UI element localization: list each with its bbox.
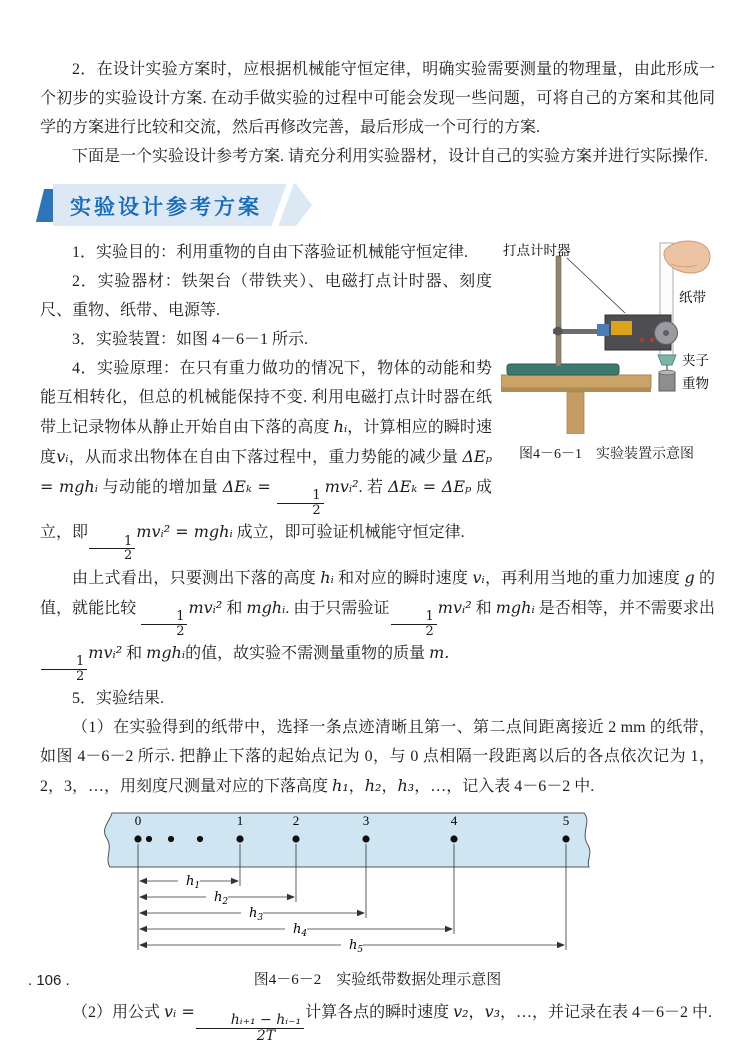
arrowhead-right [287, 893, 295, 899]
result-paragraph-1 [40, 713, 715, 801]
item4-text-2: ，计算相应的瞬时速度 [40, 419, 492, 466]
fraction-half [277, 489, 323, 517]
disc-text-2: 和对应的瞬时速度 [333, 569, 473, 587]
disc-text-10: 的值，故实验不需测量重物的质量 [185, 645, 430, 663]
fraction-half [41, 655, 87, 683]
item4-math-1: hᵢ [333, 417, 348, 436]
table-leg [567, 392, 584, 434]
arrowhead-right [557, 941, 565, 947]
r2-math-2: v₂ [453, 1001, 469, 1021]
r2-text-1: （2）用公式 [72, 1003, 165, 1021]
tape-dot-number: 1 [236, 812, 244, 828]
disc-math-4: mvᵢ² [188, 597, 223, 617]
tape-dot-number: 5 [562, 812, 570, 828]
r2-text-4: ，…，并记录在表 4－6－2 中. [500, 1003, 713, 1021]
figure2-caption: 图4－6－2 实验纸带数据处理示意图 [253, 971, 502, 988]
velocity-fraction-numerator: hᵢ₊₁ − hᵢ₋₁ [196, 1013, 304, 1029]
dimension-label: $h_3$ [249, 905, 264, 923]
r2-math-1: vᵢ = [164, 1001, 195, 1021]
weight-top [659, 370, 675, 375]
tape-clamp [658, 355, 676, 365]
arrowhead-left [139, 909, 147, 915]
apparatus-illustration [501, 238, 713, 434]
fraction-denominator: 2 [124, 548, 133, 564]
timer-terminal [649, 338, 653, 342]
tape-label: 纸带 [678, 290, 706, 305]
disc-math-3: g [684, 567, 695, 587]
timer-clamp-block [597, 324, 609, 336]
item4-math-3: ΔEₚ = mghᵢ [40, 447, 492, 496]
item4-text-7: 成立，即可验证机械能守恒定律. [232, 524, 465, 542]
tape-figure [98, 811, 715, 964]
plan-item-1: 1．实验目的：利用重物的自由下落验证机械能守恒定律. [72, 244, 469, 261]
item4-math-4a: ΔEₖ = [222, 477, 277, 496]
timer-terminal [639, 338, 643, 342]
page-number: . 106 . [28, 972, 70, 989]
plan-item-2: 2．实验器材：铁架台（带铁夹）、电磁打点计时器、刻度尺、重物、纸带、电源等. [40, 273, 492, 319]
arrowhead-right [357, 909, 365, 915]
item4-text-5: . 若 [358, 479, 389, 496]
tape-dot [197, 836, 203, 842]
r2-text-2: 计算各点的瞬时速度 [305, 1003, 454, 1021]
disc-text-5: 和 [222, 599, 247, 617]
tape-diagram [98, 811, 658, 959]
velocity-fraction-denominator: 2T [256, 1028, 276, 1045]
section-title: 实验设计参考方案 [70, 196, 262, 219]
fraction-numerator: 1 [391, 610, 437, 625]
r2-text-3: ， [468, 1003, 485, 1021]
fraction-half [391, 610, 437, 638]
fraction-numerator: 1 [277, 489, 323, 504]
item4-text-4: 与动能的增加量 [97, 479, 223, 496]
plan-text-column [40, 238, 492, 563]
tape-dot-number: 0 [134, 812, 142, 828]
apparatus-figure [492, 238, 715, 465]
arrowhead-left [139, 925, 147, 931]
tape-dot-number: 3 [362, 812, 370, 828]
section-banner [40, 184, 312, 226]
item4-math-4b: mvᵢ² [324, 477, 359, 496]
disc-text-1: 由上式看出，只要测出下落的高度 [72, 569, 321, 587]
disc-text-9: 和 [122, 645, 147, 663]
r1-math-2: h₂ [364, 775, 382, 795]
disc-text-4: 的值，就能比较 [40, 569, 715, 617]
arrowhead-left [139, 893, 147, 899]
r1-math-3: h₃ [397, 775, 415, 795]
r2-math-3: v₃ [484, 1001, 501, 1021]
tape-dot-labeled [236, 835, 243, 842]
item4-math-6: mvᵢ² = mghᵢ [136, 522, 233, 542]
result-item-5: 5．实验结果. [72, 689, 165, 707]
item4-text-6: 成立，即 [40, 479, 492, 542]
dimension-label: $h_5$ [349, 937, 364, 955]
r1-math-1: h₁ [332, 775, 349, 795]
fraction-denominator: 2 [76, 669, 85, 685]
item4-text-3: ，从而求出物体在自由下落过程中，重力势能的减少量 [68, 449, 463, 466]
velocity-fraction [196, 1013, 304, 1043]
plan-item-3: 3．实验装置：如图 4－6－1 所示. [72, 331, 309, 348]
table-top [501, 375, 651, 388]
fraction-denominator: 2 [312, 502, 321, 518]
tape-dot-labeled [450, 835, 457, 842]
item4-text-1: 4．实验原理：在只有重力做功的情况下，物体的动能和势能互相转化，但总的机械能保持不变. 利用电磁打点计时器在纸带上记录物体从静止开始自由下落的高度 [40, 360, 492, 436]
fraction-numerator: 1 [141, 610, 187, 625]
timer-label: 打点计时器 [502, 243, 570, 258]
intro-paragraph-2: 下面是一个实验设计参考方案. 请充分利用实验器材，设计自己的实验方案并进行实际操作. [72, 148, 709, 165]
clamp-knob [553, 327, 562, 336]
r1-text-1: （1）在实验得到的纸带中，选择一条点迹清晰且第一、第二点间距离接近 2 mm 的纸带，如图 4－6－2 所示. 把静止下落的起始点记为 0，与 0 点相隔一段距离以后的各点依次记为 1，2，3，…，用刻度尺测量对应的下落高度 [40, 718, 715, 795]
item4-math-5: ΔEₖ = ΔEₚ [388, 477, 472, 496]
fraction-half [141, 610, 187, 638]
disc-math-6: mvᵢ² [437, 597, 472, 617]
tape-dot-number: 4 [450, 812, 458, 828]
disc-text-6: . 由于只需验证 [285, 599, 390, 617]
tape-dot-labeled [134, 835, 141, 842]
tape-dot [146, 836, 152, 842]
disc-math-10: m. [429, 643, 450, 663]
plan-and-figure-row [40, 238, 715, 563]
tape-dot-labeled [562, 835, 569, 842]
clamp-label: 夹子 [681, 353, 709, 368]
result-paragraph-2 [40, 997, 715, 1044]
table-edge [501, 388, 651, 392]
fraction-half [89, 535, 135, 563]
stand-base [507, 364, 619, 375]
tape-dot-labeled [292, 835, 299, 842]
intro-paragraph-1: 2．在设计实验方案时，应根据机械能守恒定律，明确实验需要测量的物理量，由此形成一个初步的实验设计方案. 在动手做实验的过程中可能会发现一些问题，可将自己的方案和其他同学的方案进行比较和交流，然后再修改完善，最后形成一个可行的方案. [40, 61, 715, 136]
dimension-label: $h_1$ [186, 873, 201, 891]
arrowhead-right [231, 877, 239, 883]
arrowhead-left [139, 877, 147, 883]
disc-math-2: vᵢ [472, 567, 485, 587]
fraction-denominator: 2 [425, 623, 434, 639]
figure1-caption: 图4－6－1 实验装置示意图 [519, 447, 694, 462]
arrowhead-right [445, 925, 453, 931]
dimension-label: $h_4$ [293, 921, 308, 939]
tape-band [105, 813, 590, 867]
timer-label-plate [611, 321, 632, 335]
disc-math-7: mghᵢ [495, 597, 535, 617]
stand-rod [556, 256, 561, 366]
tape-dot [168, 836, 174, 842]
disc-math-8: mvᵢ² [88, 643, 123, 663]
arrowhead-left [139, 941, 147, 947]
disc-math-9: mghᵢ [146, 643, 186, 663]
tape-dot-labeled [362, 835, 369, 842]
dimension-label: $h_2$ [214, 889, 229, 907]
fraction-numerator: 1 [41, 655, 87, 670]
timer-label-leader [567, 258, 625, 313]
plan-item-4 [40, 354, 492, 563]
timer-axle [663, 330, 669, 336]
r1-text-2: ， [348, 777, 365, 795]
fraction-numerator: 1 [89, 535, 135, 550]
disc-math-1: hᵢ [320, 567, 334, 587]
fraction-denominator: 2 [176, 623, 185, 639]
disc-text-7: 和 [471, 599, 496, 617]
r1-text-4: ，…，记入表 4－6－2 中. [414, 777, 595, 795]
item4-math-2: vᵢ [56, 447, 69, 466]
weight-label: 重物 [681, 376, 709, 391]
disc-text-8: 是否相等，并不需要求出 [534, 599, 715, 617]
tape-dot-number: 2 [292, 812, 300, 828]
discussion-paragraph [40, 563, 715, 684]
disc-text-3: ，再利用当地的重力加速度 [484, 569, 685, 587]
r1-text-3: ， [381, 777, 398, 795]
disc-math-5: mghᵢ [246, 597, 286, 617]
